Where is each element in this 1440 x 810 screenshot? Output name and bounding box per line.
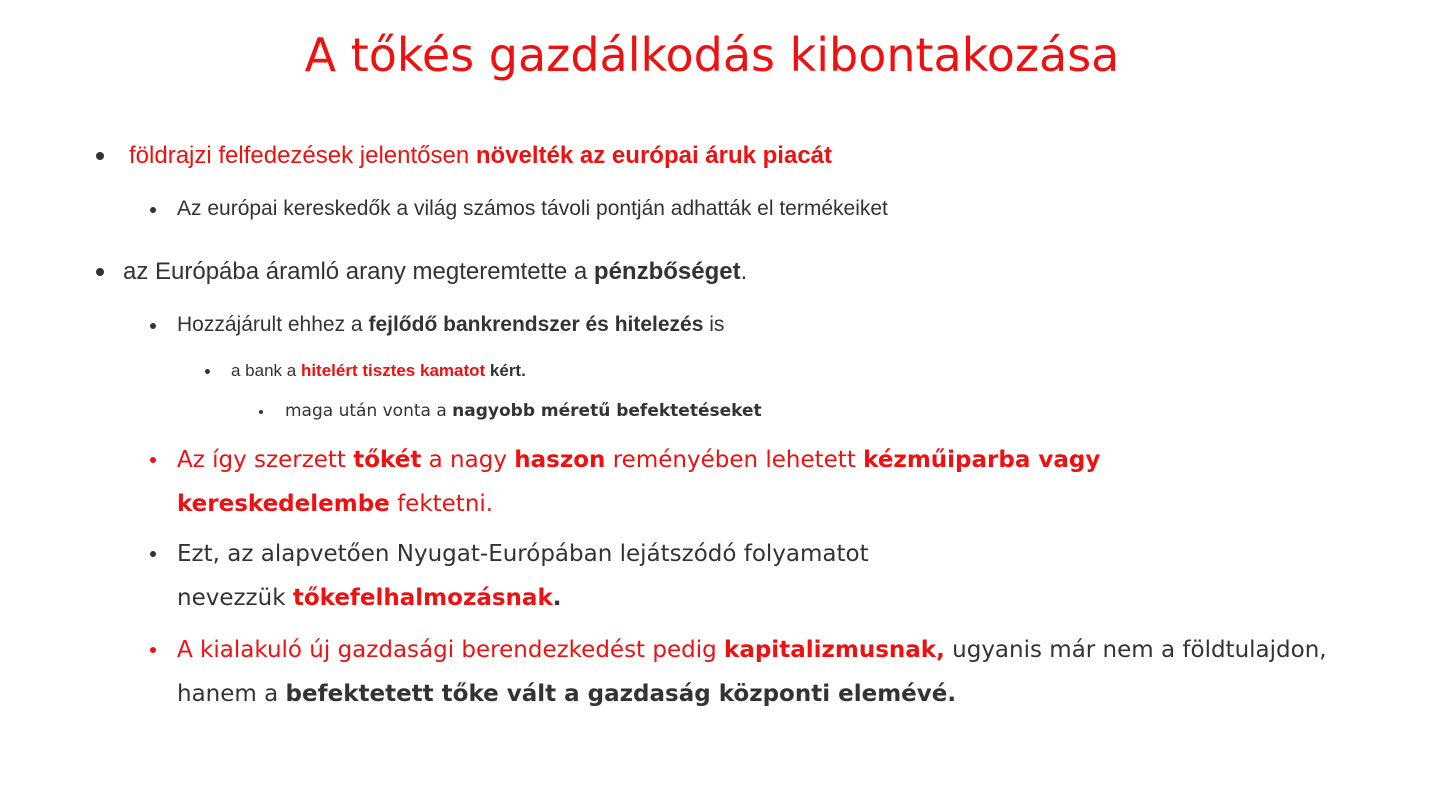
bullet-text: földrajzi felfedezések jelentősen [129,142,476,169]
bullet-item [129,142,832,170]
bullet-text-bold: pénzbőséget [593,258,741,285]
bullet-text-bold: növelték az európai áruk piacát [475,142,833,169]
slide-title: A tőkés gazdálkodás kibontakozása [304,28,1120,82]
bullet-dot [150,551,156,557]
bullet-text-bold: . [552,585,562,611]
bullet-text: Ezt, az alapvetően Nyugat-Európában lejátszódó folyamatot nevezzük [177,541,869,611]
bullet-item [231,361,526,381]
bullet-text-bold: tőkefelhalmozásnak [292,585,553,611]
bullet-text-bold: kézműiparba vagy kereskedelembe [177,447,1101,517]
bullet-text-bold: hitelért tisztes kamatot [300,361,486,380]
bullet-item [123,258,747,286]
bullet-text-bold: fejlődő bankrendszer és hitelezés [368,313,704,336]
bullet-text-bold: haszon [514,447,606,473]
bullet-text-bold: kapitalizmusnak, [724,637,945,663]
bullet-item [177,438,1257,526]
bullet-text-bold: tőkét [353,447,422,473]
bullet-text: a nagy [421,447,515,473]
bullet-dot [150,207,156,213]
bullet-item [177,197,888,221]
bullet-dot [96,268,104,276]
bullet-item [177,313,724,337]
bullet-text: a bank a [231,361,301,380]
bullet-item [285,401,762,421]
bullet-text: is [703,313,725,336]
bullet-text-bold: befektetett tőke vált a gazdaság központi elemévé. [285,681,957,707]
bullet-text: az Európába áramló arany megteremtette a [123,258,594,285]
bullet-text: reményében lehetett [605,447,864,473]
bullet-dot [150,647,156,653]
bullet-item [177,628,1327,716]
bullet-dot [96,152,104,160]
bullet-item [177,532,977,620]
bullet-text-bold: kért. [485,361,526,380]
bullet-text: Az európai kereskedők a világ számos távoli pontján adhatták el termékeiket [177,197,888,220]
bullet-text: Az így szerzett [177,447,354,473]
bullet-dot [150,457,156,463]
bullet-dot [150,323,156,329]
bullet-text-bold: nagyobb méretű befektetéseket [452,401,762,421]
bullet-text: ugyanis már nem a földtulajdon, hanem a [177,637,1327,707]
bullet-text: maga után vonta a [285,401,453,421]
bullet-text: Hozzájárult ehhez a [177,313,369,336]
bullet-text: fektetni. [389,491,494,517]
bullet-text: . [740,258,748,285]
bullet-dot [205,369,210,374]
bullet-dot [259,410,263,414]
bullet-text: A kialakuló új gazdasági berendezkedést pedig [177,637,725,663]
